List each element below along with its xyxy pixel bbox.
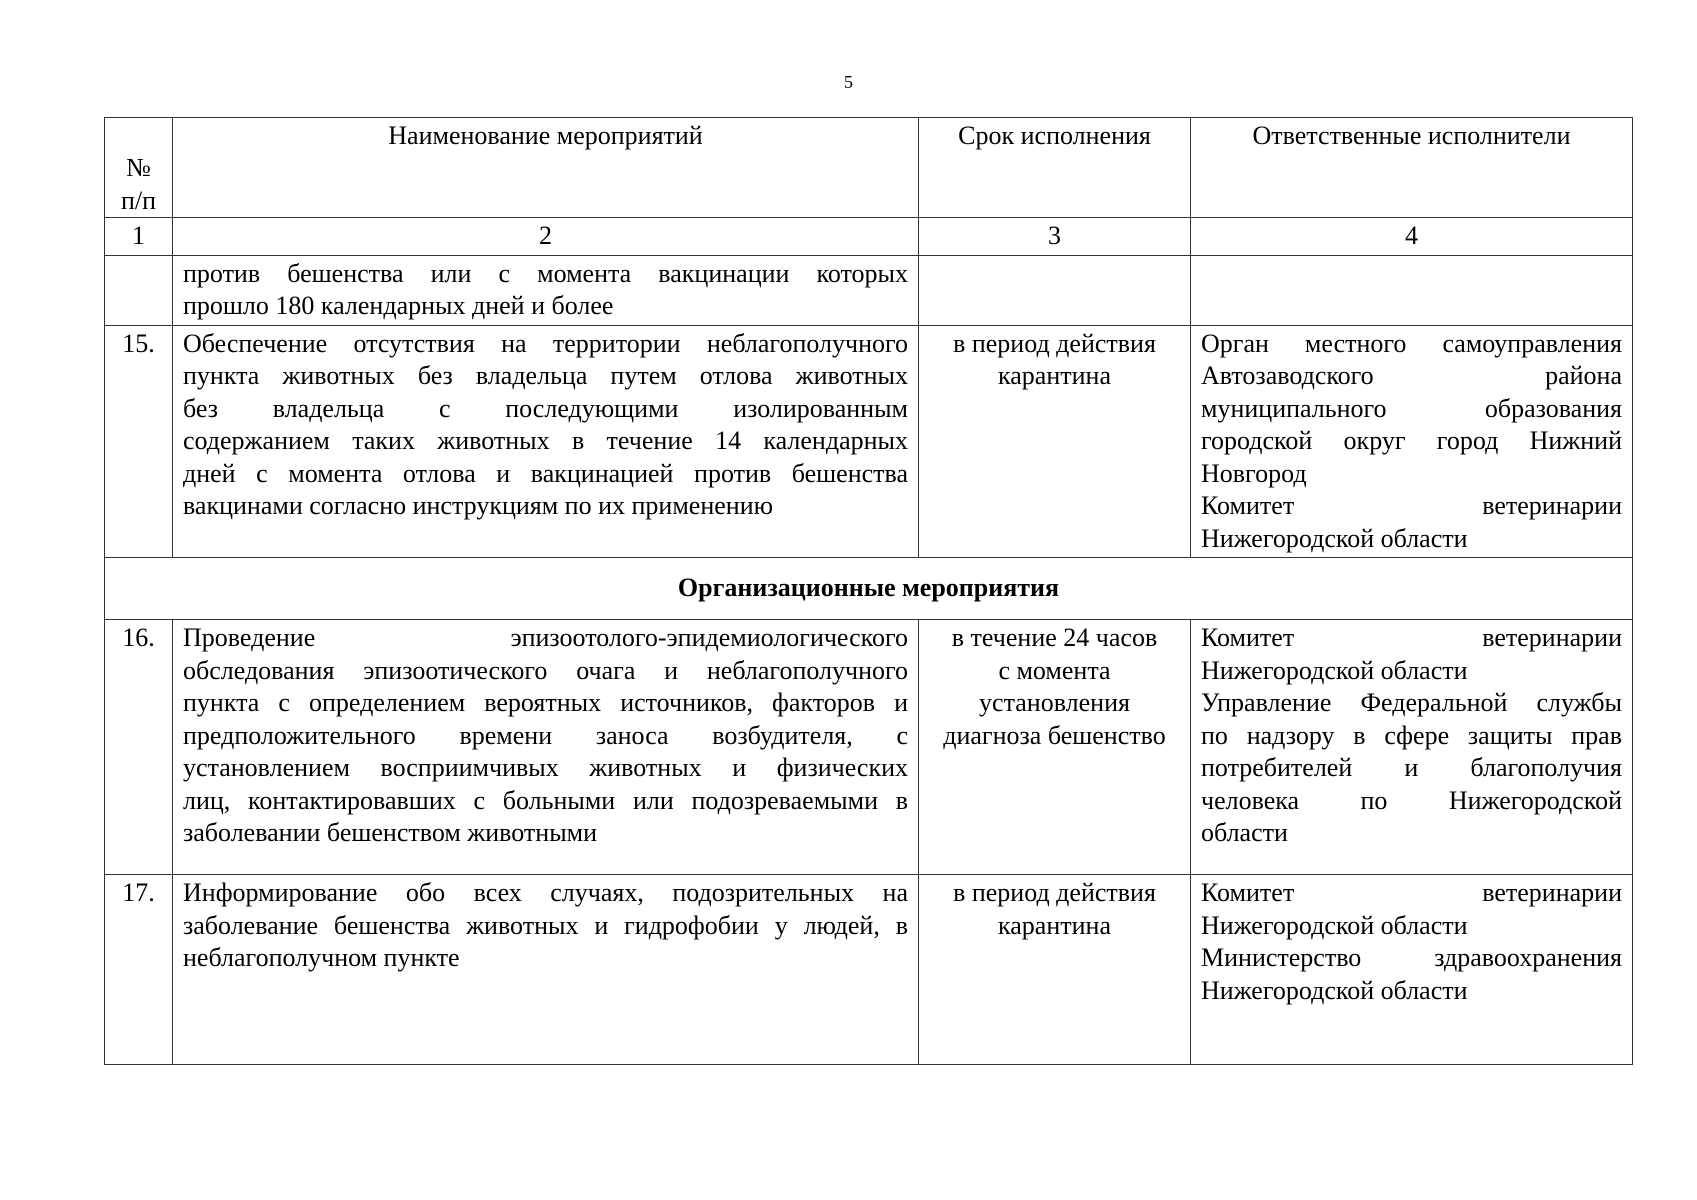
text-line: неблагополучном пункте <box>183 943 460 972</box>
text-line: Проведение эпизоотолого-эпидемиологического <box>183 623 908 652</box>
page-number: 5 <box>844 72 853 92</box>
responsible <box>1191 325 1633 558</box>
measure-name-continuation <box>173 255 919 325</box>
measure-name <box>173 875 919 1065</box>
text-line: человека по Нижегородской <box>1201 785 1622 815</box>
column-number: 1 <box>105 218 173 256</box>
text-line: Автозаводского района <box>1201 361 1622 390</box>
text-line: без владельца с последующими изолированным <box>183 393 908 423</box>
text-line: содержанием таких животных в течение 14 календарных <box>183 426 908 455</box>
text-line: диагноза бешенство <box>943 720 1166 750</box>
text-line: Комитет ветеринарии <box>1201 878 1622 907</box>
table-row-16 <box>105 620 1633 875</box>
row-number: 17. <box>105 875 173 1065</box>
header-term: Срок исполнения <box>919 118 1191 218</box>
term <box>919 620 1191 875</box>
text-line: в течение 24 часов <box>951 623 1158 652</box>
measure-name <box>173 620 919 875</box>
text-line: карантина <box>998 910 1111 940</box>
responsible <box>1191 620 1633 875</box>
text-line: дней с момента отлова и вакцинацией против бешенства <box>183 458 908 488</box>
row-number: 16. <box>105 620 173 875</box>
text-line: прошло 180 календарных дней и более <box>183 291 614 320</box>
text-line: обследования эпизоотического очага и неблагополучного <box>183 655 908 685</box>
section-row <box>105 558 1633 620</box>
text-line: Нижегородской области <box>1201 523 1468 553</box>
header-name: Наименование мероприятий <box>173 118 919 218</box>
text-line: муниципального образования <box>1201 393 1622 423</box>
header-number-line2: п/п <box>120 185 157 215</box>
text-line: лиц, контактировавших с больными или подозреваемыми в <box>183 785 908 815</box>
term-empty <box>919 255 1191 325</box>
text-line: установления <box>979 688 1130 717</box>
text-line: Комитет ветеринарии <box>1201 491 1622 520</box>
text-line: пункта животных без владельца путем отлова животных <box>183 361 908 390</box>
table-header-row <box>105 118 1633 218</box>
term <box>919 875 1191 1065</box>
column-number: 2 <box>173 218 919 256</box>
text-line: предположительного времени заноса возбудителя, с <box>183 720 908 750</box>
responsible-empty <box>1191 255 1633 325</box>
text-line: Министерство здравоохранения <box>1201 943 1622 972</box>
text-line: Нижегородской области <box>1201 655 1468 685</box>
text-line: против бешенства или с момента вакцинации которых <box>183 258 908 288</box>
column-number: 3 <box>919 218 1191 256</box>
section-title: Организационные мероприятия <box>105 558 1633 620</box>
text-line: Комитет ветеринарии <box>1201 623 1622 652</box>
text-line: заболевании бешенством животными <box>183 818 598 847</box>
text-line: Новгород <box>1201 458 1307 488</box>
text-line: Обеспечение отсутствия на территории неблагополучного <box>183 328 908 358</box>
column-number-row <box>105 218 1633 256</box>
text-line: в период действия <box>953 328 1156 358</box>
text-line: Нижегородской области <box>1201 975 1468 1005</box>
text-line: области <box>1201 818 1288 847</box>
text-line: установлением восприимчивых животных и физических <box>183 753 908 782</box>
column-number: 4 <box>1191 218 1633 256</box>
term <box>919 325 1191 558</box>
text-line: заболевание бешенства животных и гидрофобии у людей, в <box>183 910 908 940</box>
row-number-empty <box>105 255 173 325</box>
table-row-continuation <box>105 255 1633 325</box>
header-number-line1: № <box>126 153 151 182</box>
text-line: вакцинами согласно инструкциям по их применению <box>183 491 774 520</box>
measures-table <box>104 117 1633 1065</box>
measure-name <box>173 325 919 558</box>
text-line: Нижегородской области <box>1201 910 1468 940</box>
text-line: в период действия <box>953 878 1156 907</box>
text-line: городской округ город Нижний <box>1201 426 1622 455</box>
text-line: Орган местного самоуправления <box>1201 328 1622 358</box>
table-row-15 <box>105 325 1633 558</box>
text-line: пункта с определением вероятных источников, факторов и <box>183 688 908 717</box>
text-line: по надзору в сфере защиты прав <box>1201 720 1622 750</box>
text-line: Информирование обо всех случаях, подозрительных на <box>183 878 908 907</box>
row-number: 15. <box>105 325 173 558</box>
text-line: с момента <box>998 655 1111 685</box>
text-line: потребителей и благополучия <box>1201 753 1622 782</box>
table-row-17 <box>105 875 1633 1065</box>
responsible <box>1191 875 1633 1065</box>
text-line: карантина <box>998 361 1111 390</box>
header-number <box>105 118 173 218</box>
header-responsible: Ответственные исполнители <box>1191 118 1633 218</box>
text-line: Управление Федеральной службы <box>1201 688 1622 717</box>
